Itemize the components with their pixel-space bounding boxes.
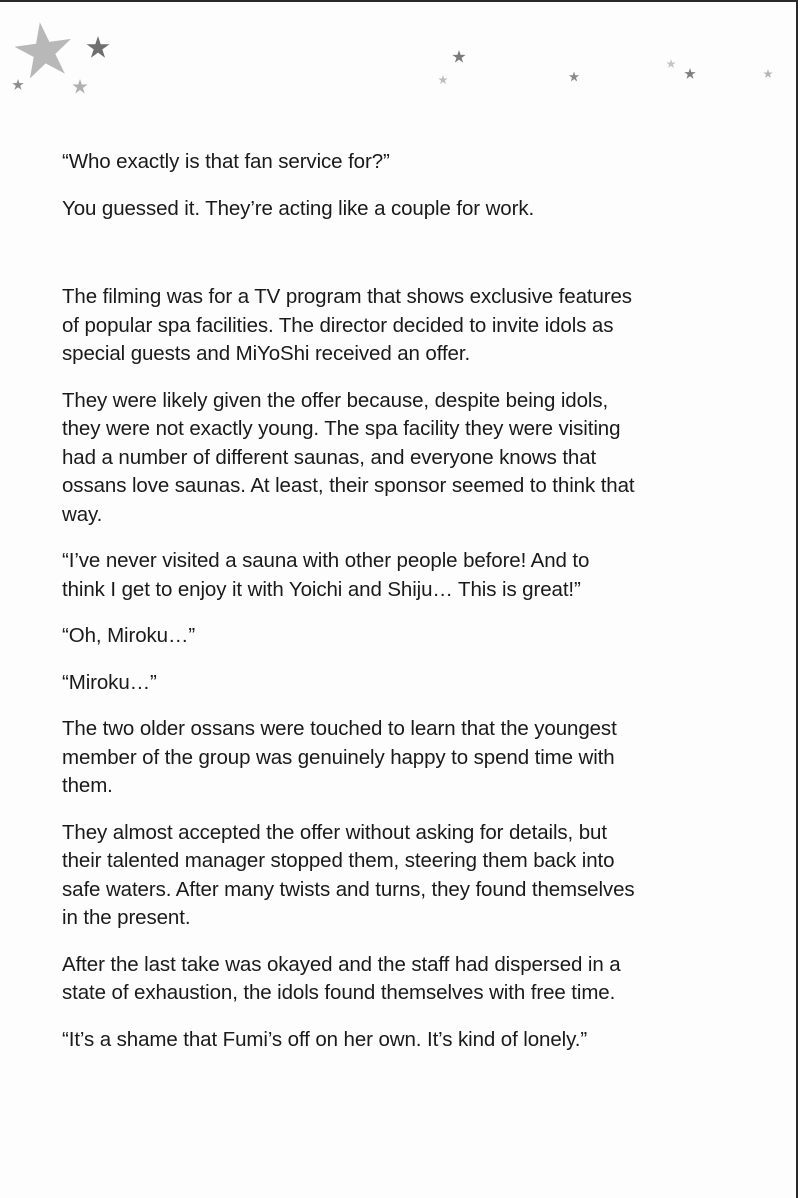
star-icon — [763, 69, 773, 78]
paragraph: They almost accepted the offer without asking for details, but their talented manager stopped them, steering them back into safe waters. After many twists and turns, they found themselves in the present. — [62, 820, 635, 929]
paragraph: “I’ve never visited a sauna with other people before! And to think I get to enjoy it with Yoichi and Shiju… This is great!” — [62, 549, 590, 601]
star-icon — [12, 79, 23, 90]
star-icon — [12, 18, 76, 80]
paragraph: The two older ossans were touched to learn that the youngest member of the group was genuinely happy to spend time with them. — [62, 717, 617, 797]
star-icon — [87, 36, 110, 58]
star-decoration — [0, 2, 798, 112]
star-icon — [684, 68, 695, 79]
paragraph: They were likely given the offer because, despite being idols, they were not exactly young. The spa facility they were visiting had a number of different saunas, and everyone knows that ossans love saunas. At least, their sponsor seemed to think that way. — [62, 388, 635, 526]
paragraph: You guessed it. They’re acting like a couple for work. — [62, 196, 535, 220]
star-icon — [569, 72, 579, 82]
paragraph: “Oh, Miroku…” — [62, 624, 196, 647]
paragraph: The filming was for a TV program that shows exclusive features of popular spa facilities. The director decided to invite idols as special guests and MiYoShi received an offer. — [62, 285, 632, 365]
star-icon — [452, 50, 465, 63]
paragraph: “Who exactly is that fan service for?” — [62, 150, 390, 173]
paragraph: “It’s a shame that Fumi’s off on her own. It’s kind of lonely.” — [62, 1027, 588, 1051]
star-icon — [438, 75, 448, 84]
story-text — [62, 148, 752, 1054]
paragraph: “Miroku…” — [62, 670, 157, 694]
paragraph: After the last take was okayed and the staff had dispersed in a state of exhaustion, the idols found themselves with free time. — [62, 952, 621, 1004]
star-icon — [72, 79, 87, 93]
star-icon — [666, 59, 676, 68]
